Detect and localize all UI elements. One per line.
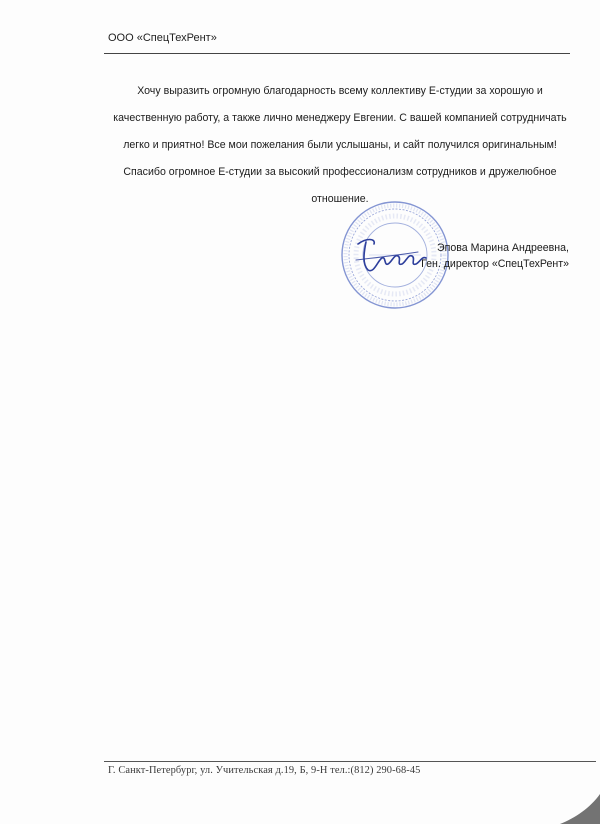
signer-position: Ген. директор «СпецТехРент»	[421, 258, 569, 270]
signer-name: Эпова Марина Андреевна,	[436, 242, 569, 254]
letter-body	[105, 78, 575, 213]
footer-address: Г. Санкт-Петербург, ул. Учительская д.19, Б, 9-Н тел.:(812) 290-68-45	[108, 765, 421, 776]
letter-paragraph: Хочу выразить огромную благодарность всему коллективу Е-студии за хорошую и качественную работу, а также лично менеджеру Евгении. С вашей компанией сотрудничать легко и приятно! Все мои пожелания были услышаны, и сайт получился оригинальным! Спасибо огромное Е-студии за высокий профессионализм сотрудников и дружелюбное отношение.	[113, 85, 567, 205]
company-header: ООО «СпецТехРент»	[108, 32, 217, 44]
signature-scribble-icon	[352, 230, 432, 280]
header-divider	[104, 53, 570, 54]
scan-edge-shadow	[530, 784, 600, 824]
footer-divider	[104, 761, 596, 762]
